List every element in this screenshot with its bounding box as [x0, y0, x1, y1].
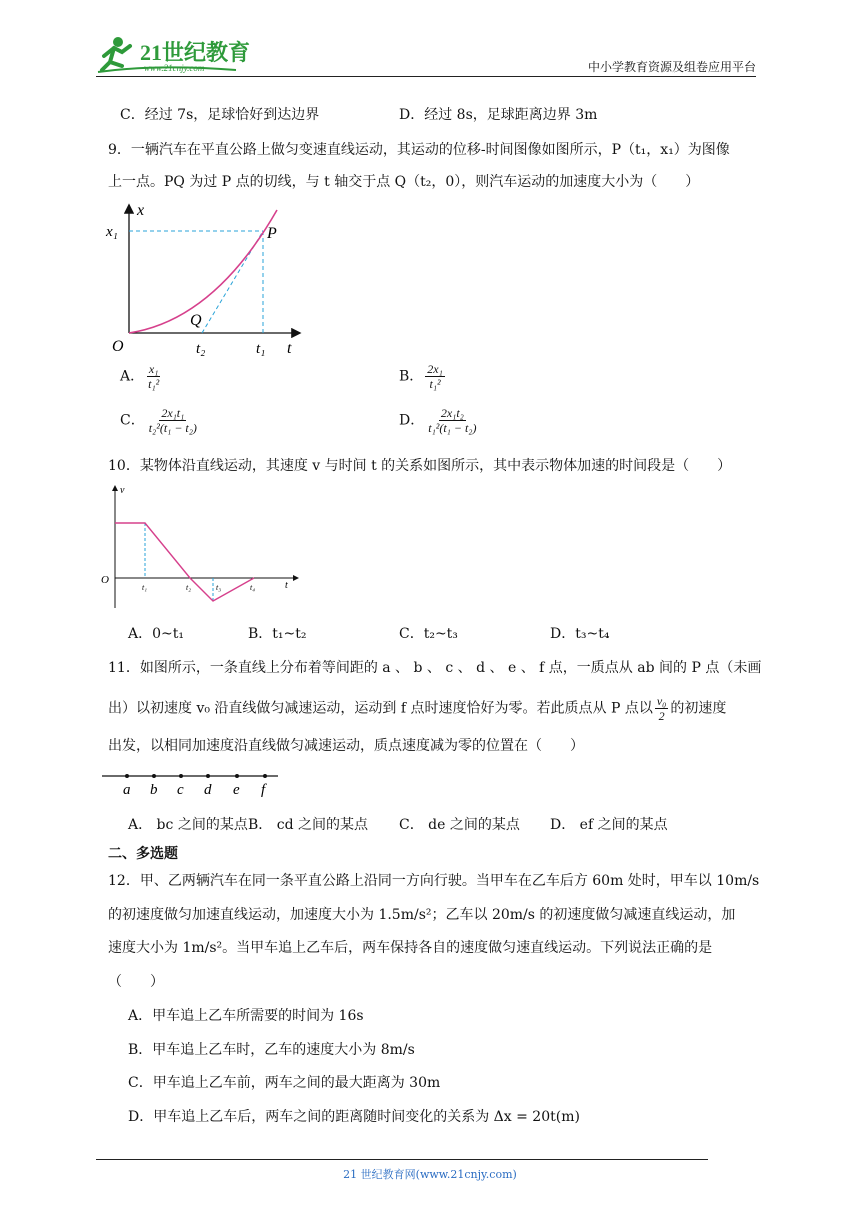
svg-text:21世纪教育: 21世纪教育	[140, 40, 251, 65]
q9-option-d: D． $\frac{\text{2x₁t₂}}{\text{t₁²(t₁ − t₂)}}$	[399, 406, 477, 435]
svg-text:t₁: t₁	[256, 341, 266, 357]
site-logo	[96, 34, 266, 74]
q11-option-a: A． bc 之间的某点	[128, 817, 248, 833]
q10-option-b: B．t₁~t₂	[248, 626, 307, 642]
point-b	[152, 774, 156, 778]
q8-option-d: D．经过 8s，足球距离边界 3m	[399, 107, 598, 123]
point-label-a: a	[123, 782, 131, 798]
q11-points-line	[100, 766, 290, 802]
q11-text-line2: 出）以初速度 v₀ 沿直线做匀减速运动，运动到 f 点时速度恰好为零。若此质点从 P 点以 $\frac{\text{v₀}}{2}$ 的初速度	[108, 694, 727, 723]
q11-text-line1: 11．如图所示，一条直线上分布着等间距的 a 、 b 、 c 、 d 、 e 、 f 点，一质点从 ab 间的 P 点（未画	[108, 660, 762, 676]
q10-text-line1: 10．某物体沿直线运动，其速度 v 与时间 t 的关系如图所示，其中表示物体加速的时间段是（ ）	[108, 458, 732, 474]
point-label-f: f	[261, 782, 266, 798]
platform-name: 中小学教育资源及组卷应用平台	[587, 60, 756, 74]
point-label-e: e	[233, 782, 240, 798]
footer-link[interactable]: 21 世纪教育网(www.21cnjy.com)	[343, 1168, 517, 1181]
svg-text:O: O	[101, 574, 109, 586]
point-e	[235, 774, 239, 778]
point-d	[206, 774, 210, 778]
q10-option-a: A．0~t₁	[128, 626, 184, 642]
header-divider	[96, 76, 756, 77]
runner-logo-icon	[96, 34, 266, 74]
q12-option-c: C．甲车追上乙车前，两车之间的最大距离为 30m	[128, 1075, 441, 1091]
svg-text:v: v	[120, 485, 125, 496]
svg-text:t: t	[285, 580, 288, 591]
svg-text:t₁: t₁	[142, 583, 148, 592]
point-label-b: b	[150, 782, 158, 798]
q9-text-line1: 9．一辆汽车在平直公路上做匀变速直线运动，其运动的位移-时间图像如图所示，P（t₁，x₁）为图像	[108, 142, 730, 158]
q10-option-c: C．t₂~t₃	[399, 626, 458, 642]
svg-text:x₁: x₁	[106, 224, 118, 240]
q9-xt-graph	[104, 198, 314, 358]
q11-option-b: B． cd 之间的某点	[248, 817, 368, 833]
section-heading: 二、多选题	[108, 846, 178, 862]
q12-text-line1: 12．甲、乙两辆汽车在同一条平直公路上沿同一方向行驶。当甲车在乙车后方 60m 处时，甲车以 10m/s	[108, 873, 760, 889]
point-a	[125, 774, 129, 778]
svg-text:www.21cnjy.com: www.21cnjy.com	[144, 63, 205, 73]
q10-vt-graph	[100, 480, 310, 620]
svg-text:O: O	[112, 338, 124, 355]
q9-curve	[129, 210, 277, 333]
q9-option-a: A． $\frac{\text{x₁}}{\text{t₁²}}$	[120, 362, 160, 391]
q11-option-d: D． ef 之间的某点	[550, 817, 668, 833]
point-c	[179, 774, 183, 778]
svg-text:P: P	[267, 225, 277, 242]
q11-text-line3: 出发，以相同加速度沿直线做匀减速运动，质点速度减为零的位置在（ ）	[108, 738, 584, 754]
svg-text:t₂: t₂	[186, 583, 192, 592]
svg-text:t₄: t₄	[250, 583, 256, 592]
q11-option-c: C． de 之间的某点	[399, 817, 520, 833]
q8-option-c: C．经过 7s，足球恰好到达边界	[120, 107, 320, 123]
q10-option-d: D．t₃~t₄	[550, 626, 610, 642]
q12-option-a: A．甲车追上乙车所需要的时间为 16s	[128, 1008, 364, 1024]
point-label-c: c	[177, 782, 184, 798]
q9-text-line2: 上一点。PQ 为过 P 点的切线，与 t 轴交于点 Q（t₂，0），则汽车运动的加速度大小为（ ）	[108, 174, 700, 190]
q12-option-d: D．甲车追上乙车后，两车之间的距离随时间变化的关系为 Δx = 20t(m)	[128, 1109, 580, 1125]
svg-text:Q: Q	[190, 312, 202, 329]
q12-text-line3: 速度大小为 1m/s²。当甲车追上乙车后，两车保持各自的速度做匀速直线运动。下列说法正确的是	[108, 940, 713, 956]
q9-option-c: C． $\frac{\text{2x₁t₁}}{\text{t₂²(t₁ − t₂)}}$	[120, 406, 197, 435]
svg-text:t₃: t₃	[216, 583, 222, 592]
q12-text-line2: 的初速度做匀加速直线运动，加速度大小为 1.5m/s²；乙车以 20m/s 的初速度做匀减速直线运动，加	[108, 907, 736, 923]
svg-text:t₂: t₂	[196, 341, 206, 357]
q12-option-b: B．甲车追上乙车时，乙车的速度大小为 8m/s	[128, 1042, 415, 1058]
svg-text:x: x	[137, 202, 145, 219]
v0-over-2-fraction: $\frac{\text{v₀}}{2}$	[656, 694, 667, 723]
point-f	[263, 774, 267, 778]
svg-text:t: t	[287, 340, 292, 357]
point-label-d: d	[204, 782, 212, 798]
footer-divider	[96, 1159, 708, 1160]
q12-text-line4: （ ）	[108, 974, 164, 990]
q9-option-b: B． $\frac{\text{2x₁}}{\text{t₁²}}$	[399, 362, 443, 391]
q10-velocity-line	[115, 523, 254, 601]
